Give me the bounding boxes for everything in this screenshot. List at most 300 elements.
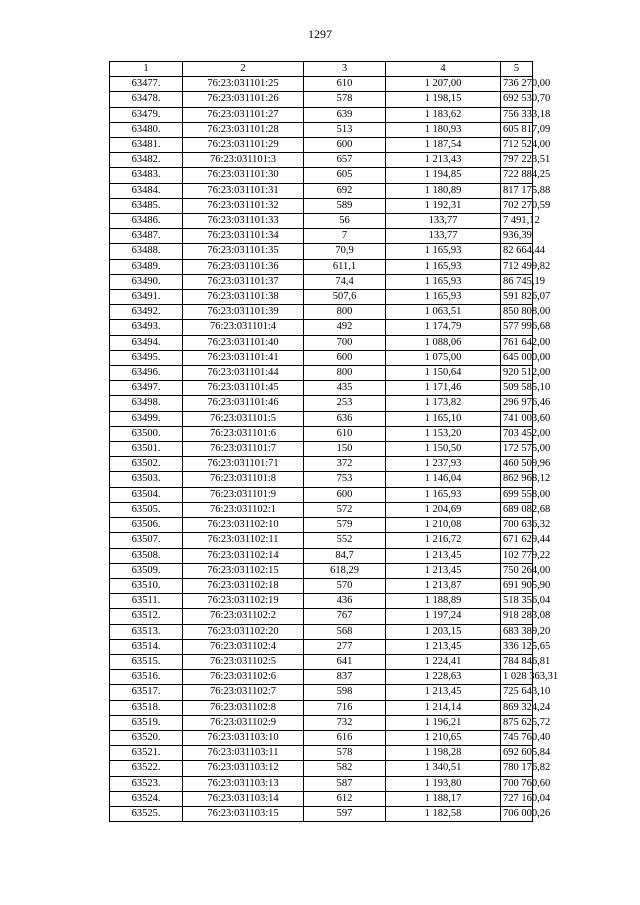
table-cell: 800 — [304, 366, 386, 381]
table-cell: 63490. — [110, 274, 183, 289]
table-cell: 63507. — [110, 533, 183, 548]
table-cell: 56 — [304, 214, 386, 229]
table-cell: 1 214,14 — [386, 700, 501, 715]
table-cell: 1 213,45 — [386, 563, 501, 578]
table-cell: 1 180,93 — [386, 122, 501, 137]
table-cell: 732 — [304, 715, 386, 730]
table-cell: 518 356,04 — [501, 594, 533, 609]
table-body — [110, 77, 559, 822]
table-cell: 1 165,93 — [386, 487, 501, 502]
table-row — [110, 274, 533, 289]
table-cell: 76:23:031101:33 — [183, 214, 304, 229]
table-cell: 610 — [304, 426, 386, 441]
table-cell: 1 075,00 — [386, 350, 501, 365]
table-row — [110, 214, 533, 229]
table-cell: 837 — [304, 670, 386, 685]
table-cell: 761 642,00 — [501, 335, 533, 350]
table-cell: 63513. — [110, 624, 183, 639]
table-cell: 1 165,93 — [386, 259, 501, 274]
table-cell: 63481. — [110, 138, 183, 153]
table-cell: 296 976,46 — [501, 396, 533, 411]
table-cell: 63505. — [110, 502, 183, 517]
table-cell: 7 — [304, 229, 386, 244]
table-cell: 150 — [304, 442, 386, 457]
table-cell: 76:23:031102:19 — [183, 594, 304, 609]
table-row — [110, 487, 533, 502]
table-row — [110, 457, 533, 472]
table-cell: 683 389,20 — [501, 624, 533, 639]
table-cell: 76:23:031101:29 — [183, 138, 304, 153]
table-cell: 76:23:031101:30 — [183, 168, 304, 183]
table-cell: 76:23:031102:20 — [183, 624, 304, 639]
table-row — [110, 670, 533, 685]
table-cell: 692 — [304, 183, 386, 198]
table-row — [110, 168, 533, 183]
table-cell: 76:23:031101:32 — [183, 198, 304, 213]
table-cell: 745 760,40 — [501, 730, 533, 745]
table-cell: 460 509,96 — [501, 457, 533, 472]
table-row — [110, 776, 533, 791]
table-cell: 591 826,07 — [501, 290, 533, 305]
table-cell: 76:23:031101:25 — [183, 77, 304, 92]
table-cell: 671 629,44 — [501, 533, 533, 548]
table-cell: 63487. — [110, 229, 183, 244]
table-cell: 579 — [304, 518, 386, 533]
table-cell: 76:23:031101:7 — [183, 442, 304, 457]
table-cell: 76:23:031102:5 — [183, 654, 304, 669]
table-cell: 700 — [304, 335, 386, 350]
table-cell: 63482. — [110, 153, 183, 168]
table-row — [110, 396, 533, 411]
table-cell: 1 216,72 — [386, 533, 501, 548]
table-cell: 76:23:031101:5 — [183, 411, 304, 426]
table-cell: 509 585,10 — [501, 381, 533, 396]
table-row — [110, 654, 533, 669]
table-cell: 1 174,79 — [386, 320, 501, 335]
table-cell: 703 452,00 — [501, 426, 533, 441]
table-cell: 741 003,60 — [501, 411, 533, 426]
table-cell: 63524. — [110, 791, 183, 806]
table-row — [110, 548, 533, 563]
table-cell: 1 194,85 — [386, 168, 501, 183]
table-cell: 63501. — [110, 442, 183, 457]
table-cell: 63503. — [110, 472, 183, 487]
table-cell: 63519. — [110, 715, 183, 730]
table-cell: 76:23:031103:14 — [183, 791, 304, 806]
table-cell: 578 — [304, 92, 386, 107]
table-cell: 1 228,63 — [386, 670, 501, 685]
table-row — [110, 746, 533, 761]
table-cell: 84,7 — [304, 548, 386, 563]
table-row — [110, 138, 533, 153]
table-row — [110, 472, 533, 487]
table-cell: 600 — [304, 487, 386, 502]
table-row — [110, 578, 533, 593]
table-row — [110, 198, 533, 213]
table-cell: 797 223,51 — [501, 153, 533, 168]
table-cell: 1 198,15 — [386, 92, 501, 107]
table-cell: 86 745,19 — [501, 274, 533, 289]
table-cell: 76:23:031102:18 — [183, 578, 304, 593]
table-cell: 492 — [304, 320, 386, 335]
table-cell: 756 333,18 — [501, 107, 533, 122]
table-cell: 76:23:031102:9 — [183, 715, 304, 730]
table-cell: 63520. — [110, 730, 183, 745]
table-cell: 63512. — [110, 609, 183, 624]
table-cell: 597 — [304, 806, 386, 821]
table-cell: 76:23:031103:11 — [183, 746, 304, 761]
table-cell: 63485. — [110, 198, 183, 213]
table-cell: 63525. — [110, 806, 183, 821]
table-cell: 507,6 — [304, 290, 386, 305]
table-cell: 76:23:031101:46 — [183, 396, 304, 411]
table-cell: 63502. — [110, 457, 183, 472]
table-cell: 63522. — [110, 761, 183, 776]
table-cell: 1 210,08 — [386, 518, 501, 533]
table-cell: 817 175,88 — [501, 183, 533, 198]
table-cell: 784 846,81 — [501, 654, 533, 669]
table-cell: 636 — [304, 411, 386, 426]
column-header: 5 — [501, 62, 533, 77]
table-cell: 712 524,00 — [501, 138, 533, 153]
table-cell: 1 213,45 — [386, 685, 501, 700]
table-cell: 76:23:031103:13 — [183, 776, 304, 791]
table-cell: 76:23:031101:6 — [183, 426, 304, 441]
table-cell: 63511. — [110, 594, 183, 609]
table-cell: 1 173,82 — [386, 396, 501, 411]
table-cell: 63479. — [110, 107, 183, 122]
page-number: 1297 — [308, 27, 332, 41]
table-cell: 76:23:031101:45 — [183, 381, 304, 396]
table-cell: 577 996,68 — [501, 320, 533, 335]
table-cell: 63497. — [110, 381, 183, 396]
table-row — [110, 183, 533, 198]
table-row — [110, 715, 533, 730]
table-cell: 1 153,20 — [386, 426, 501, 441]
table-cell: 63488. — [110, 244, 183, 259]
table-cell: 63491. — [110, 290, 183, 305]
table-cell: 702 270,59 — [501, 198, 533, 213]
table-cell: 918 283,08 — [501, 609, 533, 624]
table-cell: 76:23:031101:41 — [183, 350, 304, 365]
table-cell: 1 165,93 — [386, 244, 501, 259]
table-cell: 76:23:031102:15 — [183, 563, 304, 578]
table-cell: 76:23:031103:10 — [183, 730, 304, 745]
table-cell: 436 — [304, 594, 386, 609]
table-cell: 641 — [304, 654, 386, 669]
table-cell: 1 213,43 — [386, 153, 501, 168]
column-header: 1 — [110, 62, 183, 77]
table-cell: 63480. — [110, 122, 183, 137]
table-cell: 612 — [304, 791, 386, 806]
table-cell: 76:23:031101:36 — [183, 259, 304, 274]
table-cell: 578 — [304, 746, 386, 761]
table-cell: 552 — [304, 533, 386, 548]
table-row — [110, 624, 533, 639]
table-cell: 587 — [304, 776, 386, 791]
table-cell: 76:23:031101:9 — [183, 487, 304, 502]
table-cell: 1 165,10 — [386, 411, 501, 426]
table-cell: 70,9 — [304, 244, 386, 259]
table-cell: 1 188,17 — [386, 791, 501, 806]
table-row — [110, 639, 533, 654]
table-cell: 862 968,12 — [501, 472, 533, 487]
table-row — [110, 305, 533, 320]
table-cell: 172 575,00 — [501, 442, 533, 457]
table-row — [110, 290, 533, 305]
table-row — [110, 92, 533, 107]
table-cell: 692 530,70 — [501, 92, 533, 107]
table-cell: 76:23:031102:11 — [183, 533, 304, 548]
table-cell: 76:23:031101:8 — [183, 472, 304, 487]
table-cell: 767 — [304, 609, 386, 624]
table-row — [110, 107, 533, 122]
table-cell: 76:23:031102:14 — [183, 548, 304, 563]
table-cell: 74,4 — [304, 274, 386, 289]
table-cell: 1 088,06 — [386, 335, 501, 350]
table-cell: 1 203,15 — [386, 624, 501, 639]
table-row — [110, 502, 533, 517]
table-cell: 1 180,89 — [386, 183, 501, 198]
table-cell: 63499. — [110, 411, 183, 426]
table-cell: 692 605,84 — [501, 746, 533, 761]
table-row — [110, 350, 533, 365]
table-cell: 700 760,60 — [501, 776, 533, 791]
table-cell: 1 028 363,31 — [501, 670, 533, 685]
table-cell: 76:23:031101:38 — [183, 290, 304, 305]
table-cell: 582 — [304, 761, 386, 776]
column-header: 2 — [183, 62, 304, 77]
table-cell: 7 491,12 — [501, 214, 533, 229]
table-cell: 736 270,00 — [501, 77, 533, 92]
table-cell: 1 193,80 — [386, 776, 501, 791]
table-row — [110, 730, 533, 745]
table-cell: 63496. — [110, 366, 183, 381]
table-cell: 76:23:031101:27 — [183, 107, 304, 122]
table-cell: 63500. — [110, 426, 183, 441]
table-cell: 850 808,00 — [501, 305, 533, 320]
table-cell: 76:23:031101:39 — [183, 305, 304, 320]
cadastral-table — [109, 61, 559, 822]
table-cell: 63486. — [110, 214, 183, 229]
table-cell: 63493. — [110, 320, 183, 335]
table-row — [110, 229, 533, 244]
table-cell: 618,29 — [304, 563, 386, 578]
table-cell: 63515. — [110, 654, 183, 669]
table-cell: 869 324,24 — [501, 700, 533, 715]
table-cell: 63521. — [110, 746, 183, 761]
table-cell: 253 — [304, 396, 386, 411]
table-cell: 706 000,26 — [501, 806, 533, 821]
table-cell: 1 197,24 — [386, 609, 501, 624]
table-cell: 589 — [304, 198, 386, 213]
table-cell: 133,77 — [386, 214, 501, 229]
table-cell: 133,77 — [386, 229, 501, 244]
table-cell: 63509. — [110, 563, 183, 578]
table-cell: 598 — [304, 685, 386, 700]
table-cell: 1 165,93 — [386, 274, 501, 289]
table-cell: 570 — [304, 578, 386, 593]
table-cell: 1 207,00 — [386, 77, 501, 92]
table-cell: 568 — [304, 624, 386, 639]
table-cell: 277 — [304, 639, 386, 654]
table-row — [110, 244, 533, 259]
table-cell: 605 — [304, 168, 386, 183]
table-cell: 76:23:031102:6 — [183, 670, 304, 685]
table-cell: 1 183,62 — [386, 107, 501, 122]
table-cell: 513 — [304, 122, 386, 137]
table-cell: 572 — [304, 502, 386, 517]
table-row — [110, 609, 533, 624]
table-cell: 76:23:031101:44 — [183, 366, 304, 381]
table-cell: 1 340,51 — [386, 761, 501, 776]
table-cell: 63504. — [110, 487, 183, 502]
table-row — [110, 411, 533, 426]
table-cell: 63498. — [110, 396, 183, 411]
table-cell: 76:23:031102:7 — [183, 685, 304, 700]
table-cell: 1 198,28 — [386, 746, 501, 761]
table-cell: 76:23:031101:37 — [183, 274, 304, 289]
table-row — [110, 335, 533, 350]
column-header: 3 — [304, 62, 386, 77]
table-cell: 336 125,65 — [501, 639, 533, 654]
table-row — [110, 685, 533, 700]
table-cell: 936,39 — [501, 229, 533, 244]
table-cell: 689 082,68 — [501, 502, 533, 517]
table-cell: 1 192,31 — [386, 198, 501, 213]
table-cell: 712 499,82 — [501, 259, 533, 274]
table-cell: 750 264,00 — [501, 563, 533, 578]
table-row — [110, 442, 533, 457]
table-cell: 76:23:031101:26 — [183, 92, 304, 107]
table-cell: 691 905,90 — [501, 578, 533, 593]
table-cell: 600 — [304, 350, 386, 365]
table-cell: 435 — [304, 381, 386, 396]
table-row — [110, 153, 533, 168]
table-cell: 63516. — [110, 670, 183, 685]
column-header: 4 — [386, 62, 501, 77]
table-cell: 1 150,50 — [386, 442, 501, 457]
table-cell: 1 224,41 — [386, 654, 501, 669]
table-cell: 1 210,65 — [386, 730, 501, 745]
table-cell: 727 160,04 — [501, 791, 533, 806]
table-cell: 725 643,10 — [501, 685, 533, 700]
table-cell: 76:23:031103:12 — [183, 761, 304, 776]
table-cell: 1 171,46 — [386, 381, 501, 396]
table-cell: 63518. — [110, 700, 183, 715]
table-cell: 605 817,09 — [501, 122, 533, 137]
table-row — [110, 381, 533, 396]
table-row — [110, 761, 533, 776]
table-cell: 1 182,58 — [386, 806, 501, 821]
table-cell: 372 — [304, 457, 386, 472]
table-row — [110, 518, 533, 533]
table-cell: 76:23:031103:15 — [183, 806, 304, 821]
table-cell: 699 558,00 — [501, 487, 533, 502]
table-cell: 1 146,04 — [386, 472, 501, 487]
table-cell: 722 884,25 — [501, 168, 533, 183]
table-row — [110, 533, 533, 548]
table-cell: 780 176,82 — [501, 761, 533, 776]
table-header-row — [110, 62, 533, 77]
table-row — [110, 806, 533, 821]
table-cell: 63508. — [110, 548, 183, 563]
table-cell: 1 213,45 — [386, 548, 501, 563]
table-cell: 1 150,64 — [386, 366, 501, 381]
table-cell: 76:23:031101:28 — [183, 122, 304, 137]
table-row — [110, 426, 533, 441]
table-row — [110, 563, 533, 578]
table-cell: 76:23:031101:4 — [183, 320, 304, 335]
table-cell: 616 — [304, 730, 386, 745]
table-row — [110, 366, 533, 381]
table-row — [110, 700, 533, 715]
table-cell: 76:23:031101:35 — [183, 244, 304, 259]
table-row — [110, 791, 533, 806]
table-cell: 76:23:031102:4 — [183, 639, 304, 654]
table-cell: 76:23:031101:34 — [183, 229, 304, 244]
table-cell: 700 636,32 — [501, 518, 533, 533]
table-cell: 1 187,54 — [386, 138, 501, 153]
table-cell: 610 — [304, 77, 386, 92]
table-cell: 63514. — [110, 639, 183, 654]
table-cell: 1 213,87 — [386, 578, 501, 593]
table-cell: 76:23:031102:2 — [183, 609, 304, 624]
table-cell: 102 779,22 — [501, 548, 533, 563]
table-row — [110, 77, 533, 92]
table-cell: 63495. — [110, 350, 183, 365]
table-cell: 63478. — [110, 92, 183, 107]
table-cell: 63492. — [110, 305, 183, 320]
table-cell: 1 213,45 — [386, 639, 501, 654]
table-cell: 600 — [304, 138, 386, 153]
table-row — [110, 259, 533, 274]
table-cell: 82 664,44 — [501, 244, 533, 259]
table-cell: 76:23:031102:8 — [183, 700, 304, 715]
table-cell: 63484. — [110, 183, 183, 198]
table-cell: 76:23:031101:40 — [183, 335, 304, 350]
table-cell: 63489. — [110, 259, 183, 274]
table-cell: 76:23:031102:1 — [183, 502, 304, 517]
table-cell: 76:23:031101:71 — [183, 457, 304, 472]
table-cell: 1 237,93 — [386, 457, 501, 472]
table-cell: 63477. — [110, 77, 183, 92]
table-cell: 875 625,72 — [501, 715, 533, 730]
table-cell: 63510. — [110, 578, 183, 593]
table-row — [110, 122, 533, 137]
table-row — [110, 320, 533, 335]
table-cell: 76:23:031101:3 — [183, 153, 304, 168]
table-cell: 1 204,69 — [386, 502, 501, 517]
table-cell: 716 — [304, 700, 386, 715]
table-cell: 63517. — [110, 685, 183, 700]
table-cell: 920 512,00 — [501, 366, 533, 381]
table-cell: 76:23:031101:31 — [183, 183, 304, 198]
table-cell: 753 — [304, 472, 386, 487]
table-cell: 645 000,00 — [501, 350, 533, 365]
table-cell: 611,1 — [304, 259, 386, 274]
table-cell: 1 165,93 — [386, 290, 501, 305]
table-cell: 800 — [304, 305, 386, 320]
table-cell: 657 — [304, 153, 386, 168]
table-cell: 1 063,51 — [386, 305, 501, 320]
table-cell: 63506. — [110, 518, 183, 533]
table-cell: 63494. — [110, 335, 183, 350]
table-cell: 63523. — [110, 776, 183, 791]
table-cell: 63483. — [110, 168, 183, 183]
table-cell: 1 196,21 — [386, 715, 501, 730]
table-cell: 639 — [304, 107, 386, 122]
